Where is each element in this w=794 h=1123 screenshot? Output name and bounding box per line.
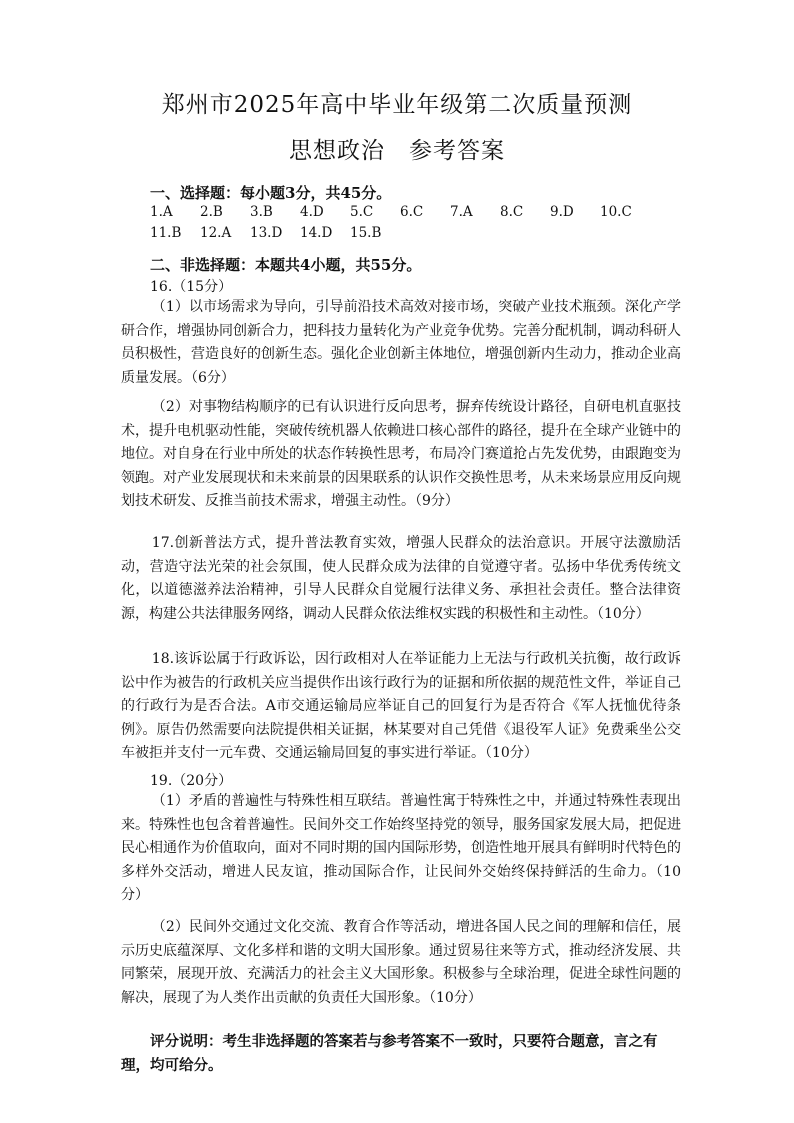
answer-item: 12.A xyxy=(200,225,232,241)
q19-heading: 19.（20分） xyxy=(150,773,233,789)
answer-item: 7.A xyxy=(450,204,473,220)
section1-heading: 一、选择题：每小题3分，共45分。 xyxy=(150,184,392,202)
section2-heading: 二、非选择题：本题共4小题，共55分。 xyxy=(150,256,422,274)
exam-subtitle: 思想政治 参考答案 xyxy=(289,138,505,164)
answer-item: 6.C xyxy=(400,204,424,220)
answer-row-2 xyxy=(150,225,400,241)
answer-item: 8.C xyxy=(500,204,524,220)
q18-answer: 18.该诉讼属于行政诉讼，因行政相对人在举证能力上无法与行政机关抗衡，故行政诉讼中作为被告的行政机关应当提供作出该行政行为的证据和所依据的规范性文件，举证自己的行政行为是否合法。A市交通运输局应举证自己的回复行为是否符合《军人抚恤优待条例》。原告仍然需要向法院提供相关证据，林某要对自己凭借《退役军人证》免费乘坐公交车被拒并支付一元车费、交通运输局回复的事实进行举证。（10分） xyxy=(121,651,681,761)
q19-part1: （1）矛盾的普遍性与特殊性相互联结。普遍性寓于特殊性之中，并通过特殊性表现出来。特殊性也包含着普遍性。民间外交工作始终坚持党的领导，服务国家发展大局，把促进民心相通作为价值取向，面对不同时期的国内国际形势，创造性地开展具有鲜明时代特色的多样外交活动，增进人民友谊，推动国际合作，让民间外交始终保持鲜活的生命力。（10分） xyxy=(121,793,681,903)
exam-title: 郑州市2025年高中毕业年级第二次质量预测 xyxy=(161,92,633,118)
answer-item: 4.D xyxy=(300,204,324,220)
answer-row-1 xyxy=(150,204,650,220)
answer-item: 3.B xyxy=(250,204,273,220)
q16-heading: 16.（15分） xyxy=(150,279,233,295)
answer-item: 10.C xyxy=(600,204,632,220)
answer-item: 5.C xyxy=(350,204,374,220)
q19-part2: （2）民间外交通过文化交流、教育合作等活动，增进各国人民之间的理解和信任，展示历史底蕴深厚、文化多样和谐的文明大国形象。通过贸易往来等方式，推动经济发展、共同繁荣，展现开放、充满活力的社会主义大国形象。积极参与全球治理，促进全球性问题的解决，展现了为人类作出贡献的负责任大国形象。（10分） xyxy=(121,919,681,1006)
q16-part2: （2）对事物结构顺序的已有认识进行反向思考，摒弃传统设计路径，自研电机直驱技术，提升电机驱动性能，突破传统机器人依赖进口核心部件的路径，提升在全球产业链中的地位。对自身在行业中所处的状态作转换性思考，布局冷门赛道抢占先发优势，由跟跑变为领跑。对产业发展现状和未来前景的因果联系的认识作交换性思考，从未来场景应用反向规划技术研发、反推当前技术需求，增强主动性。（9分） xyxy=(121,399,681,509)
answer-item: 1.A xyxy=(150,204,173,220)
answer-item: 11.B xyxy=(150,225,182,241)
q16-part1: （1）以市场需求为导向，引导前沿技术高效对接市场，突破产业技术瓶颈。深化产学研合作，增强协同创新合力，把科技力量转化为产业竞争优势。完善分配机制，调动科研人员积极性，营造良好的创新生态。强化企业创新主体地位，增强创新内生动力，推动企业高质量发展。（6分） xyxy=(121,299,681,386)
answer-item: 2.B xyxy=(200,204,223,220)
q17-answer: 17.创新普法方式，提升普法教育实效，增强人民群众的法治意识。开展守法激励活动，营造守法光荣的社会氛围，使人民群众成为法律的自觉遵守者。弘扬中华优秀传统文化，以道德滋养法治精神，引导人民群众自觉履行法律义务、承担社会责任。整合法律资源，构建公共法律服务网络，调动人民群众依法维权实践的积极性和主动性。（10分） xyxy=(121,535,681,622)
answer-item: 13.D xyxy=(250,225,283,241)
answer-item: 15.B xyxy=(350,225,382,241)
answer-item: 14.D xyxy=(300,225,333,241)
answer-item: 9.D xyxy=(550,204,574,220)
scoring-note: 评分说明：考生非选择题的答案若与参考答案不一致时，只要符合题意，言之有理，均可给分。 xyxy=(121,1033,658,1074)
